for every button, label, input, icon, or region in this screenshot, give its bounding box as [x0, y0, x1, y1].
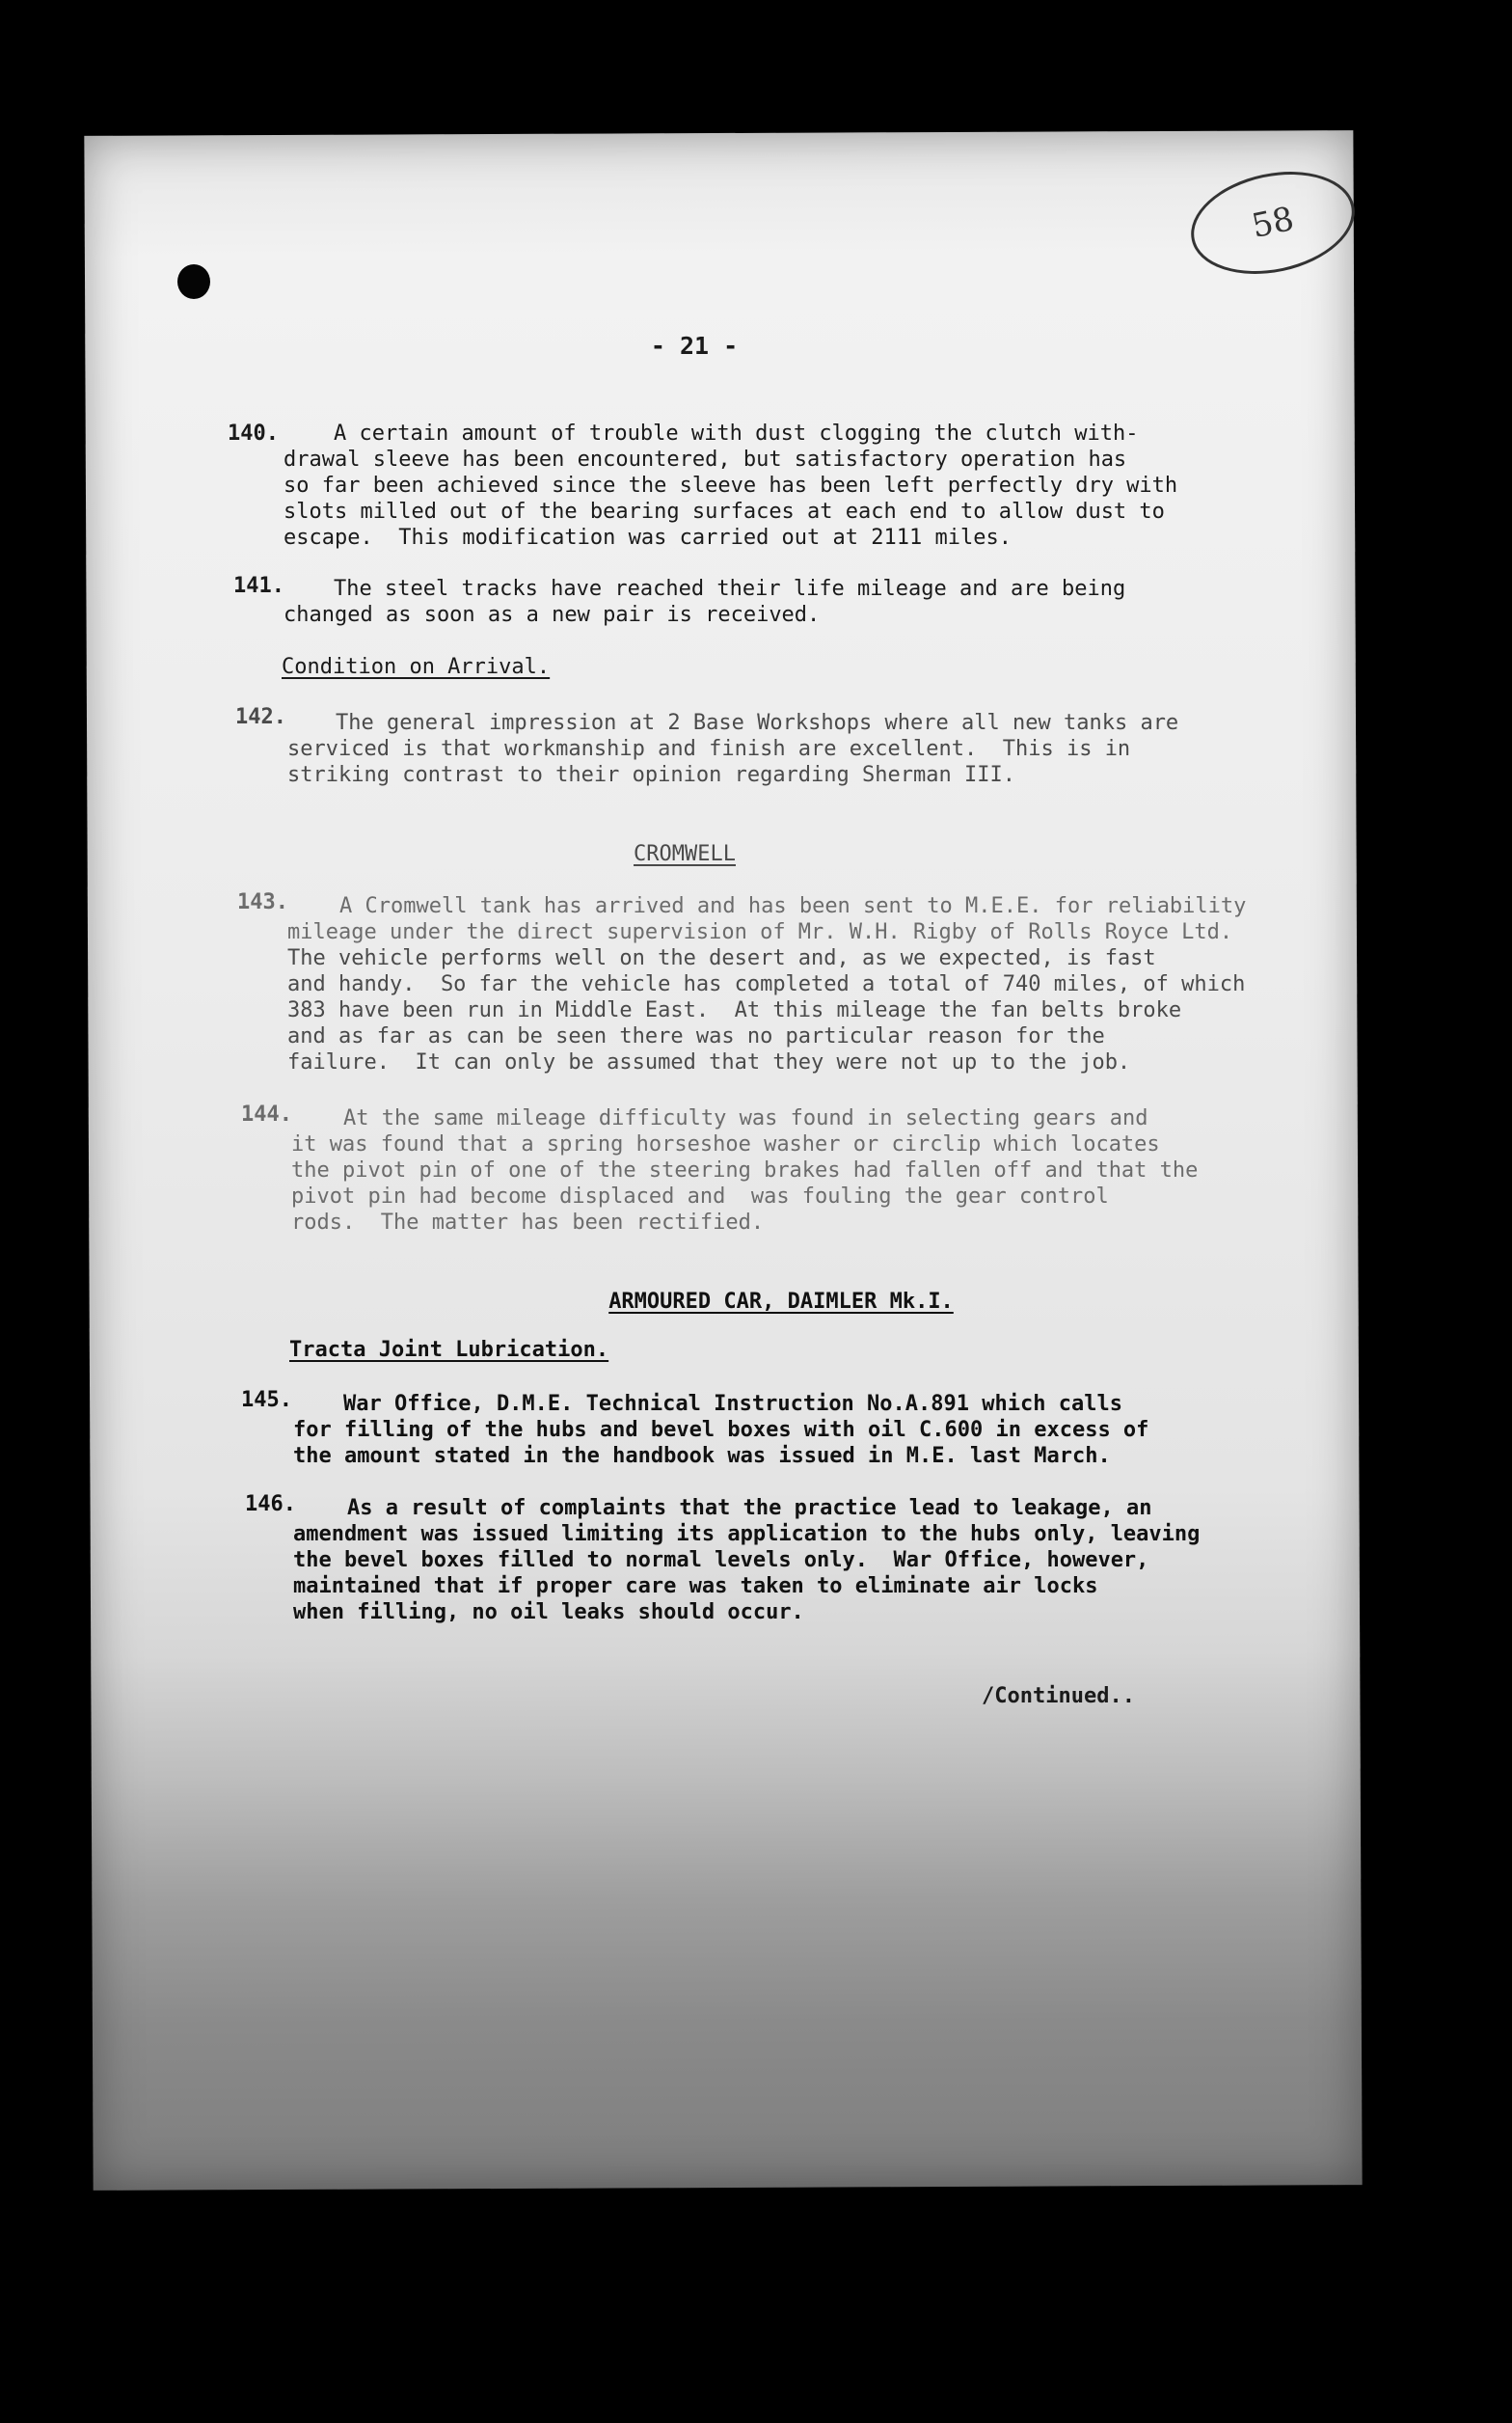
- paragraph-line: the amount stated in the handbook was issued in M.E. last March.: [293, 1444, 1111, 1468]
- paragraph-line: slots milled out of the bearing surfaces at each end to allow dust to: [284, 500, 1165, 524]
- paragraph-line: 383 have been run in Middle East. At this mileage the fan belts broke: [287, 998, 1182, 1022]
- paragraph-number: 146.: [245, 1492, 296, 1516]
- paragraph-number: 143.: [237, 890, 288, 914]
- paragraph-number: 145.: [241, 1388, 292, 1412]
- paragraph-line: The steel tracks have reached their life mileage and are being: [334, 577, 1126, 601]
- paragraph-line: War Office, D.M.E. Technical Instruction No.A.891 which calls: [343, 1392, 1122, 1416]
- paragraph-line: it was found that a spring horseshoe washer or circlip which locates: [291, 1132, 1160, 1157]
- paragraph-line: pivot pin had become displaced and was fouling the gear control: [291, 1184, 1109, 1209]
- paragraph-line: A certain amount of trouble with dust clogging the clutch with-: [334, 422, 1139, 446]
- paragraph-line: when filling, no oil leaks should occur.: [293, 1600, 804, 1624]
- section-heading-armoured-car: ARMOURED CAR, DAIMLER Mk.I.: [608, 1290, 954, 1314]
- paragraph-line: maintained that if proper care was taken to eliminate air locks: [293, 1574, 1098, 1598]
- paragraph-line: failure. It can only be assumed that they were not up to the job.: [287, 1050, 1131, 1075]
- paragraph-line: the bevel boxes filled to normal levels only. War Office, however,: [293, 1548, 1149, 1572]
- paragraph-line: The general impression at 2 Base Workshops where all new tanks are: [336, 711, 1179, 735]
- paragraph-line: for filling of the hubs and bevel boxes with oil C.600 in excess of: [293, 1418, 1149, 1442]
- punch-hole: [177, 264, 210, 299]
- continued-marker: /Continued..: [982, 1684, 1135, 1708]
- paragraph-line: the pivot pin of one of the steering brakes had fallen off and that the: [291, 1158, 1199, 1183]
- subsection-heading-tracta: Tracta Joint Lubrication.: [289, 1338, 609, 1362]
- paragraph-line: drawal sleeve has been encountered, but satisfactory operation has: [284, 448, 1127, 472]
- paragraph-line: amendment was issued limiting its application to the hubs only, leaving: [293, 1522, 1201, 1546]
- paragraph-line: A Cromwell tank has arrived and has been sent to M.E.E. for reliability: [339, 894, 1247, 918]
- paragraph-line: mileage under the direct supervision of Mr. W.H. Rigby of Rolls Royce Ltd.: [287, 920, 1233, 944]
- paragraph-number: 144.: [241, 1103, 292, 1127]
- paragraph-line: rods. The matter has been rectified.: [291, 1211, 765, 1235]
- paragraph-line: At the same mileage difficulty was found in selecting gears and: [343, 1106, 1148, 1130]
- paragraph-line: The vehicle performs well on the desert and, as we expected, is fast: [287, 946, 1156, 970]
- paragraph-number: 141.: [233, 574, 284, 598]
- folio-number: 58: [1248, 199, 1298, 247]
- section-heading-cromwell: CROMWELL: [634, 842, 736, 866]
- paragraph-line: As a result of complaints that the practice lead to leakage, an: [347, 1496, 1152, 1520]
- paragraph-line: and as far as can be seen there was no particular reason for the: [287, 1024, 1105, 1048]
- paragraph-line: escape. This modification was carried out at 2111 miles.: [284, 526, 1012, 550]
- paragraph-line: and handy. So far the vehicle has completed a total of 740 miles, of which: [287, 972, 1246, 996]
- paragraph-number: 140.: [228, 422, 279, 446]
- paragraph-number: 142.: [235, 705, 286, 729]
- paragraph-line: serviced is that workmanship and finish are excellent. This is in: [287, 737, 1131, 761]
- paragraph-line: changed as soon as a new pair is received.: [284, 603, 821, 627]
- paragraph-line: so far been achieved since the sleeve has been left perfectly dry with: [284, 474, 1178, 498]
- paragraph-line: striking contrast to their opinion regarding Sherman III.: [287, 763, 1015, 787]
- section-heading-condition: Condition on Arrival.: [282, 655, 551, 679]
- page-number: - 21 -: [650, 332, 739, 360]
